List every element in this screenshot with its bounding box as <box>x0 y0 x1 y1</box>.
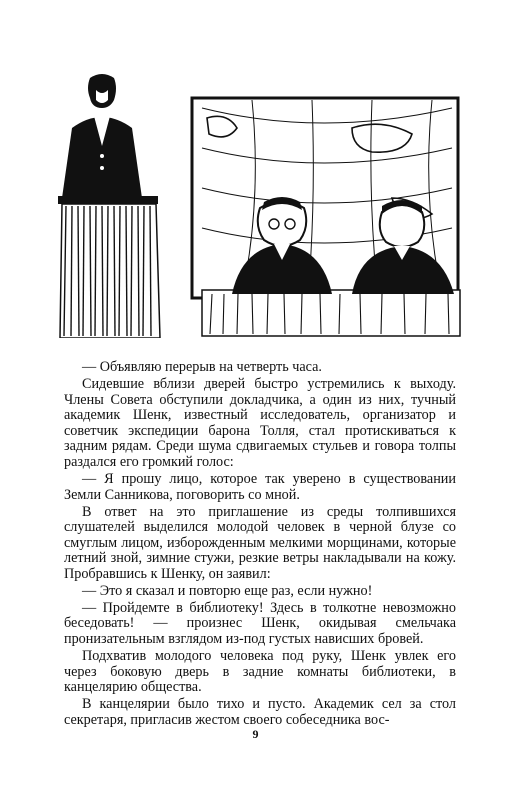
paragraph: Сидевшие вблизи дверей быстро устремились к выходу. Члены Совета обступили докладчика, а один из них, тучный академик Шенк, известный исследователь, организатор и советчик экспедиции барона Толля, стал протискиваться к задним рядам. Среди шума сдвигаемых стульев и говора толпы раздался его громкий голос: <box>64 375 456 470</box>
paragraph: — Объявляю перерыв на четверть часа. <box>82 359 322 375</box>
paragraph: Подхватив молодого человека под руку, Шенк увлек его через боковую дверь в задние комнаты библиотеки, в канцелярию общества. <box>64 648 456 696</box>
paragraph: — Пройдемте в библиотеку! Здесь в толкотне невозможно беседовать! — произнес Шенк, окидывая смельчака пронизательным взглядом из-под густых нависших бровей. <box>64 599 456 648</box>
paragraph: — Это я сказал и повторю еще раз, если нужно! <box>82 582 373 599</box>
council-table <box>202 290 460 336</box>
paragraph: — Я прошу лицо, которое так уверено в существовании Земли Санникова, поговорить со мной. <box>64 470 456 503</box>
body-text <box>64 360 456 730</box>
page-number: 9 <box>252 727 259 741</box>
speaker-figure <box>62 74 142 198</box>
illustration-council-meeting <box>52 68 462 338</box>
paragraph: В ответ на это приглашение из среды толпившихся слушателей выделился молодой человек в черной блузе со смуглым лицом, изборожденным мелкими морщинами, которые летний зной, зимние стужи, резкие ветры накладывали на кожу. Пробравшись к Шенку, он заявил: <box>64 503 456 582</box>
lectern <box>58 196 160 338</box>
paragraph: В канцелярии было тихо и пусто. Академик сел за стол секретаря, пригласив жестом своего собеседника вос- <box>64 696 456 728</box>
